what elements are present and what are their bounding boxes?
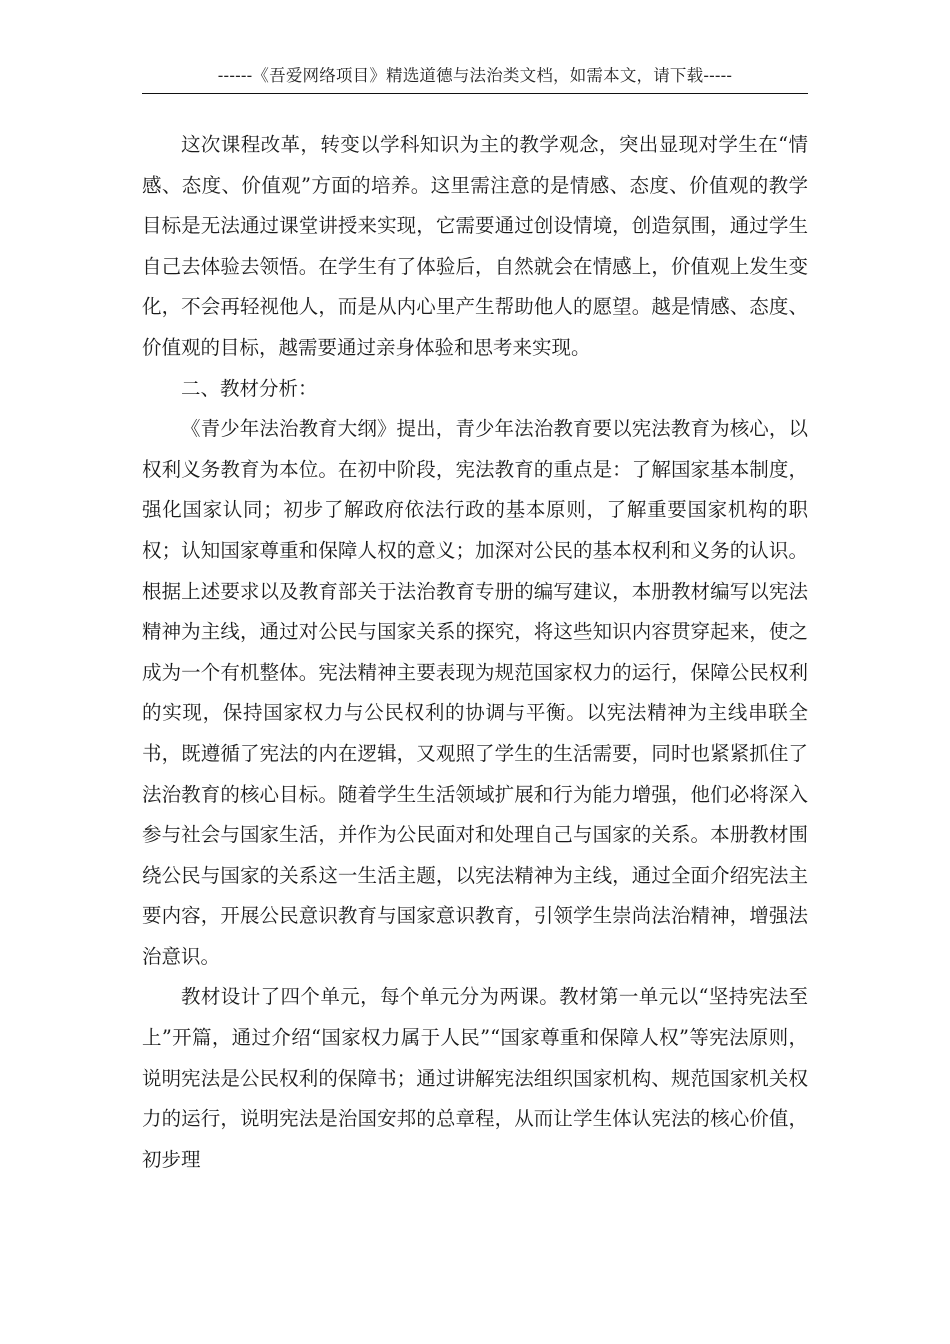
header-divider: [142, 93, 808, 94]
paragraph-curriculum-reform: 这次课程改革，转变以学科知识为主的教学观念，突出显现对学生在“情感、态度、价值观”方面的培养。这里需注意的是情感、态度、价值观的教学目标是无法通过课堂讲授来实现，它需要通过创设情境，创造氛围，通过学生自己去体验去领悟。在学生有了体验后，自然就会在情感上，价值观上发生变化，不会再轻视他人，而是从内心里产生帮助他人的愿望。越是情感、态度、价值观的目标，越需要通过亲身体验和思考来实现。: [142, 133, 808, 359]
section-heading-textbook-analysis: 二、教材分析：: [181, 376, 318, 400]
paragraph-legal-education-outline: 《青少年法治教育大纲》提出，青少年法治教育要以宪法教育为核心，以权利义务教育为本位。在初中阶段，宪法教育的重点是：了解国家基本制度，强化国家认同；初步了解政府依法行政的基本原则，了解重要国家机构的职权；认知国家尊重和保障人权的意义；加深对公民的基本权利和义务的认识。根据上述要求以及教育部关于法治教育专册的编写建议，本册教材编写以宪法精神为主线，通过对公民与国家关系的探究，将这些知识内容贯穿起来，使之成为一个有机整体。宪法精神主要表现为规范国家权力的运行，保障公民权利的实现，保持国家权力与公民权利的协调与平衡。以宪法精神为主线串联全书，既遵循了宪法的内在逻辑，又观照了学生的生活需要，同时也紧紧抓住了法治教育的核心目标。随着学生生活领域扩展和行为能力增强，他们必将深入参与社会与国家生活，并作为公民面对和处理自己与国家的关系。本册教材围绕公民与国家的关系这一生活主题，以宪法精神为主线，通过全面介绍宪法主要内容，开展公民意识教育与国家意识教育，引领学生崇尚法治精神，增强法治意识。: [142, 417, 808, 968]
document-body: [142, 125, 808, 1180]
paragraph-textbook-units: 教材设计了四个单元，每个单元分为两课。教材第一单元以“坚持宪法至上”开篇，通过介绍“国家权力属于人民”“国家尊重和保障人权”等宪法原则，说明宪法是公民权利的保障书；通过讲解宪法组织国家机构、规范国家机关权力的运行，说明宪法是治国安邦的总章程，从而让学生体认宪法的核心价值，初步理: [142, 985, 808, 1171]
page-header: ------《吾爱网络项目》精选道德与法治类文档，如需本文，请下载-----: [217, 66, 733, 85]
